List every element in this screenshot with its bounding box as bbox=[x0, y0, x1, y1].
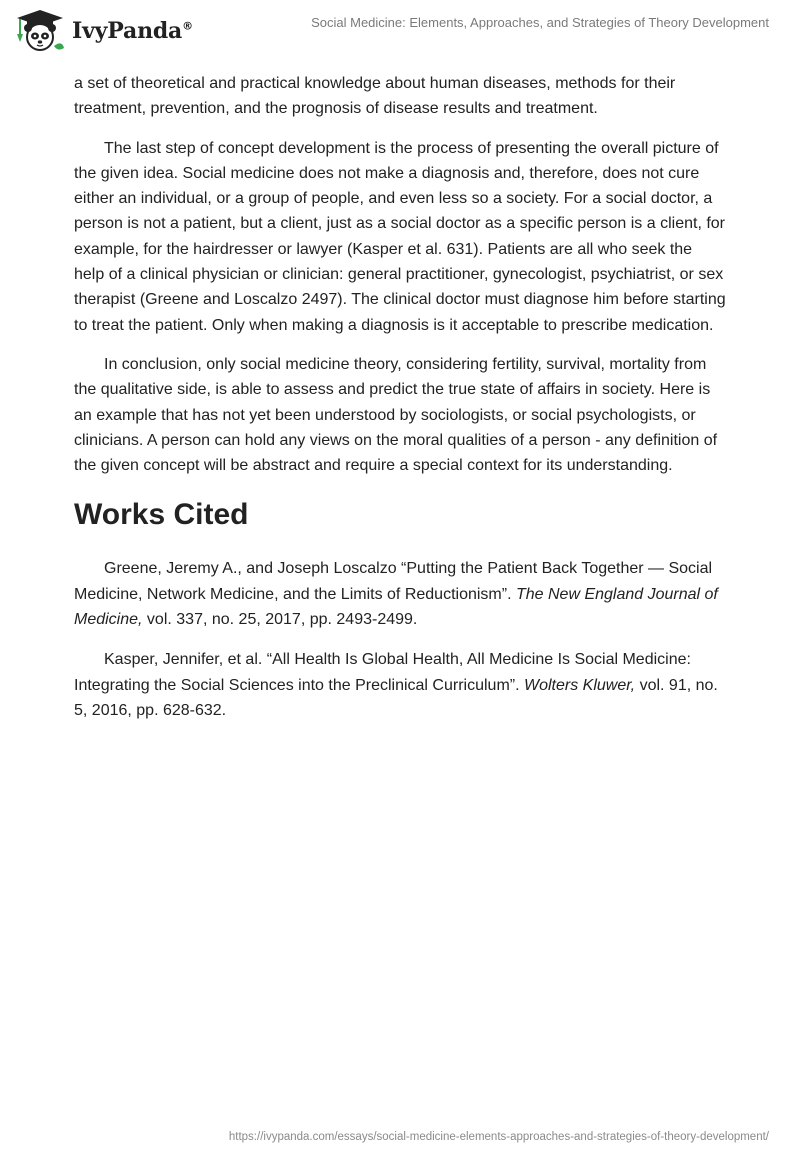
citation-kasper: Kasper, Jennifer, et al. “All Health Is Global Health, All Medicine Is Social Medicine: Integrating the Social Sciences into the Preclinical Curriculum”. Wolters Kluwer, vol. 91, no. 5, 2016, pp. 628-632. bbox=[74, 651, 718, 719]
citation-greene-loscalzo: Greene, Jeremy A., and Joseph Loscalzo “Putting the Patient Back Together — Social Medicine, Network Medicine, and the Limits of Reductionism”. The New England Journal of Medicine, vol. 337, no. 25, 2017, pp. 2493-2499. bbox=[74, 560, 718, 629]
citation-journal: Wolters Kluwer, bbox=[523, 676, 636, 694]
essay-content bbox=[74, 71, 726, 738]
paragraph-concept-development: The last step of concept development is the process of presenting the overall picture of the given idea. Social medicine does not make a diagnosis and, therefore, does not cure either an individual, or a group of people, and even less so a society. For a social doctor, a person is not a patient, but a client, just as a social doctor as a specific person is a client, for example, for the hairdresser or lawyer (Kasper et al. 631). Patients are all who seek the help of a clinical physician or clinician: general practitioner, gynecologist, psychiatrist, or sex therapist (Greene and Loscalzo 2497). The clinical doctor must diagnose him before starting to treat the patient. Only when making a diagnosis is it acceptable to prescribe medication. bbox=[74, 139, 726, 334]
works-cited-heading: Works Cited bbox=[74, 498, 249, 532]
paragraph-conclusion: In conclusion, only social medicine theory, considering fertility, survival, mortality from the qualitative side, is able to assess and predict the true state of affairs in society. Here is an example that has not yet been understood by sociologists, or social psychologists, or clinicians. A person can hold any views on the moral qualities of a person - any definition of the given concept will be abstract and require a special context for its understanding. bbox=[74, 355, 718, 475]
brand-name: IvyPanda® bbox=[72, 18, 193, 44]
panda-graduate-icon bbox=[14, 8, 66, 52]
paragraph-continuation: a set of theoretical and practical knowledge about human diseases, methods for their treatment, prevention, and the prognosis of disease results and treatment. bbox=[74, 75, 676, 118]
page-header bbox=[0, 0, 800, 60]
source-url[interactable]: https://ivypanda.com/essays/social-medicine-elements-approaches-and-strategies-of-theory-development/ bbox=[228, 1131, 769, 1143]
ivypanda-logo[interactable] bbox=[14, 8, 193, 52]
citation-journal: The New England Journal of Medicine, bbox=[74, 585, 718, 629]
document-title: Social Medicine: Elements, Approaches, and Strategies of Theory Development bbox=[311, 15, 769, 30]
